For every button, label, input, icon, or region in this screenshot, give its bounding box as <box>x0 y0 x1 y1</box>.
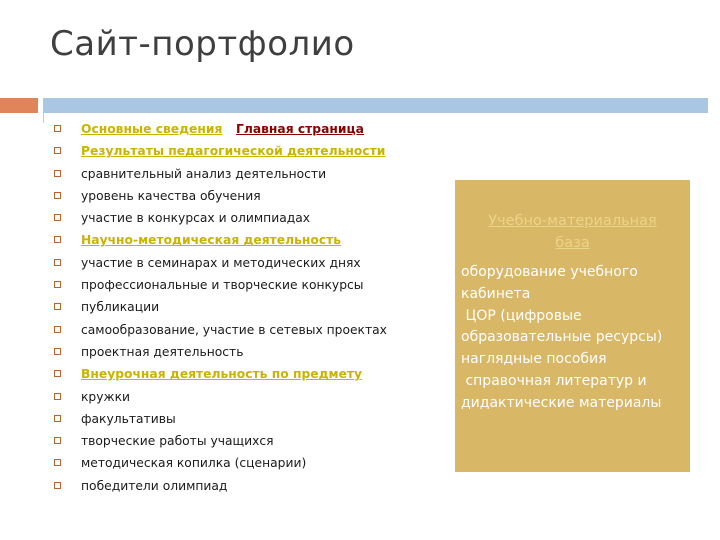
square-bullet-icon <box>54 147 61 154</box>
list-item-label: сравнительный анализ деятельности <box>81 166 327 181</box>
square-bullet-icon <box>54 125 61 132</box>
square-bullet-icon <box>54 393 61 400</box>
resource-base-title-line[interactable]: Учебно-материальная <box>488 213 657 229</box>
accent-bar-blue <box>43 98 708 113</box>
square-bullet-icon <box>54 281 61 288</box>
square-bullet-icon <box>54 303 61 310</box>
link-extracurricular[interactable]: Внеурочная деятельность по предмету <box>81 367 363 382</box>
resource-line: ЦОР (цифровые <box>461 307 582 324</box>
link-teaching-results[interactable]: Результаты педагогической деятельности <box>81 144 386 159</box>
resource-line: кабинета <box>461 285 531 302</box>
resource-line: наглядные пособия <box>461 351 607 368</box>
list-item-label: творческие работы учащихся <box>81 434 274 449</box>
resource-base-box <box>455 180 690 472</box>
square-bullet-icon <box>54 459 61 466</box>
resource-base-title[interactable] <box>455 210 690 254</box>
square-bullet-icon <box>54 437 61 444</box>
list-item-label: факультативы <box>81 411 176 426</box>
list-item-label: публикации <box>81 300 160 315</box>
square-bullet-icon <box>54 482 61 489</box>
accent-bar-orange <box>0 98 38 113</box>
list-item-label: профессиональные и творческие конкурсы <box>81 278 364 293</box>
square-bullet-icon <box>54 170 61 177</box>
square-bullet-icon <box>54 326 61 333</box>
link-methodical-activity[interactable]: Научно-методическая деятельность <box>81 233 342 248</box>
list-item-label: методическая копилка (сценарии) <box>81 456 307 471</box>
resource-base-list <box>461 262 689 415</box>
square-bullet-icon <box>54 214 61 221</box>
square-bullet-icon <box>54 259 61 266</box>
resource-base-title-line[interactable]: база <box>555 235 590 251</box>
square-bullet-icon <box>54 236 61 243</box>
resource-line: образовательные ресурсы) <box>461 329 663 346</box>
list-item-label: самообразование, участие в сетевых проектах <box>81 322 387 337</box>
square-bullet-icon <box>54 415 61 422</box>
resource-line: дидактические материалы <box>461 394 662 411</box>
link-home-page[interactable]: Главная страница <box>236 122 364 136</box>
resource-line: справочная литератур и <box>461 372 647 389</box>
square-bullet-icon <box>54 348 61 355</box>
list-item-label: кружки <box>81 389 131 404</box>
link-basic-info[interactable]: Основные сведения <box>81 122 223 136</box>
square-bullet-icon <box>54 192 61 199</box>
resource-line: оборудование учебного <box>461 264 638 280</box>
divider-line <box>43 113 44 123</box>
list-item-label: участие в конкурсах и олимпиадах <box>81 211 311 226</box>
page-title: Сайт-портфолио <box>50 24 355 64</box>
list-item-label: участие в семинарах и методических днях <box>81 255 361 270</box>
list-item-label: уровень качества обучения <box>81 188 261 203</box>
square-bullet-icon <box>54 370 61 377</box>
list-item-label: победители олимпиад <box>81 478 228 493</box>
list-item-label: проектная деятельность <box>81 344 244 359</box>
